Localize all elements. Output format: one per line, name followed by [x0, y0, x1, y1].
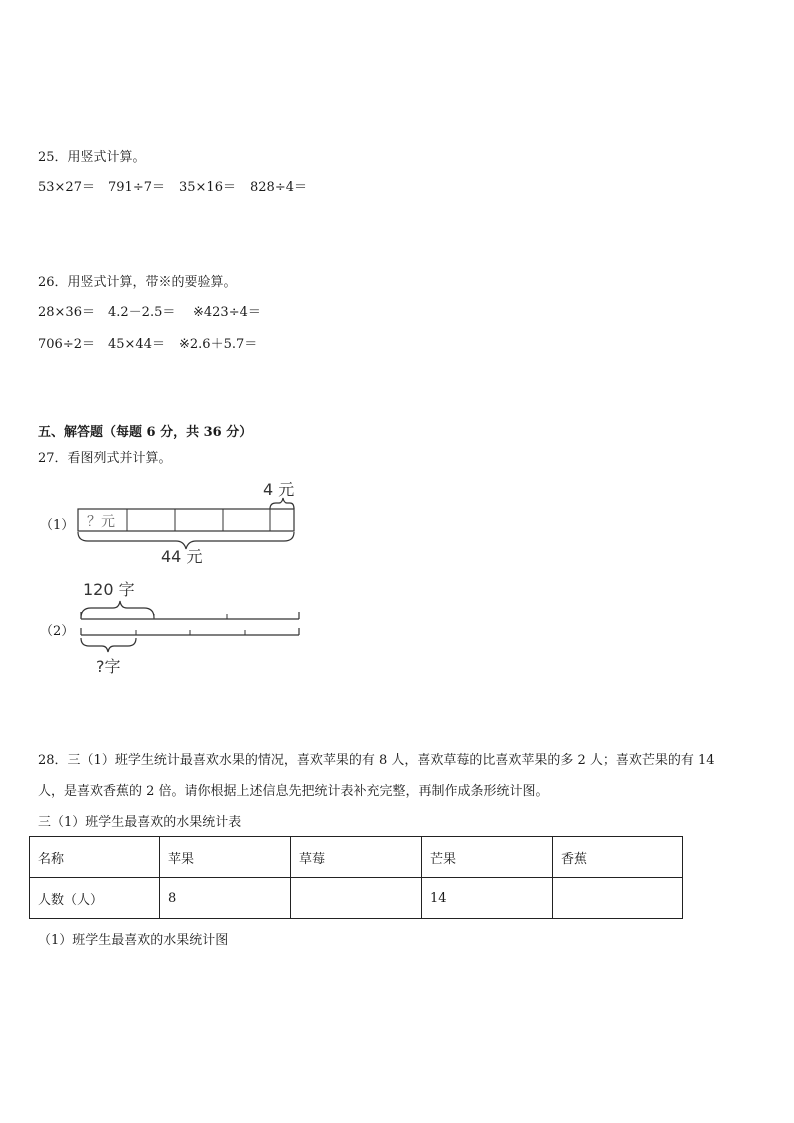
q26-r2-item-1: 706÷2＝ [38, 337, 95, 352]
table-header-cell: 草莓 [291, 837, 422, 878]
q25-item-1: 53×27＝ [38, 180, 95, 195]
table-cell-strawberry[interactable] [291, 878, 422, 919]
table-cell-apple[interactable]: 8 [160, 878, 291, 919]
table-header-cell: 芒果 [422, 837, 553, 878]
chart-title: （1）班学生最喜欢的水果统计图 [38, 933, 229, 948]
q25-item-2: 791÷7＝ [108, 180, 165, 195]
q27-title: 27．看图列式并计算。 [38, 451, 172, 466]
fig1-top-brace [270, 498, 294, 509]
table-header-cell: 苹果 [160, 837, 291, 878]
table-row-label: 人数（人） [30, 878, 160, 919]
q25-title: 25．用竖式计算。 [38, 150, 146, 165]
q26-r1-item-3: ※423÷4＝ [193, 305, 261, 320]
q26-r1-item-2: 4.2－2.5＝ [108, 305, 176, 320]
fig1-label: （1） [40, 518, 75, 533]
q26-title: 26．用竖式计算，带※的要验算。 [38, 275, 237, 290]
fig2-bottom-brace [81, 638, 136, 652]
q25-item-4: 828÷4＝ [250, 180, 307, 195]
fig1-segment-diagram [70, 476, 310, 570]
section-heading: 五、解答题（每题 6 分，共 36 分） [38, 425, 253, 440]
table-cell-banana[interactable] [553, 878, 683, 919]
q26-r1-item-1: 28×36＝ [38, 305, 95, 320]
table-row [30, 878, 683, 919]
q28-text-line-2: 人，是喜欢香蕉的 2 倍。请你根据上述信息先把统计表补充完整，再制作成条形统计图。 [38, 784, 549, 799]
fig1-part-label: 4 元 [263, 480, 295, 499]
q26-r2-item-2: 45×44＝ [108, 337, 165, 352]
table-cell-mango[interactable]: 14 [422, 878, 553, 919]
table-header-row [30, 837, 683, 878]
q28-text-line-1: 28．三（1）班学生统计最喜欢水果的情况，喜欢苹果的有 8 人，喜欢草莓的比喜欢苹果的多 2 人；喜欢芒果的有 14 [38, 753, 715, 768]
q26-r2-item-3: ※2.6＋5.7＝ [179, 337, 258, 352]
table-header-cell: 香蕉 [553, 837, 683, 878]
q25-item-3: 35×16＝ [179, 180, 236, 195]
fig1-unknown-label: ？元 [87, 514, 115, 530]
fig2-top-brace [81, 601, 154, 618]
fig2-known-label: 120 字 [83, 580, 135, 599]
fig2-segment-diagram [70, 576, 310, 680]
fig2-unknown-label: ?字 [96, 657, 121, 676]
fig1-total-label: 44 元 [161, 547, 203, 566]
table-title: 三（1）班学生最喜欢的水果统计表 [38, 815, 242, 830]
fruit-stat-table [29, 836, 683, 919]
table-header-cell: 名称 [30, 837, 160, 878]
fig2-label: （2） [40, 624, 75, 639]
